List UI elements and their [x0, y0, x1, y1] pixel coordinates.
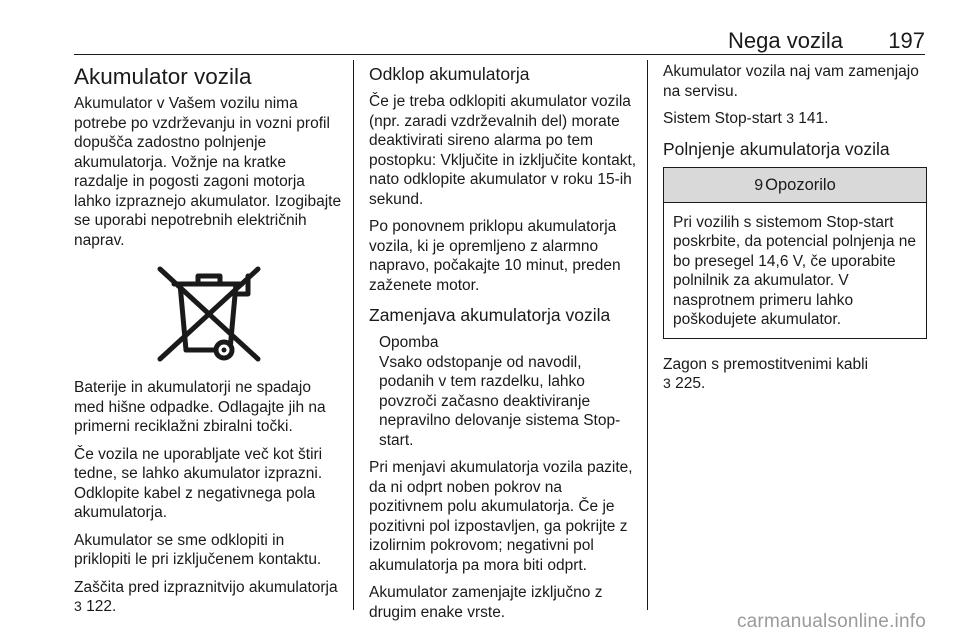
- page-reference-icon: 3: [74, 598, 82, 614]
- jump-start-reference: [663, 355, 927, 394]
- watermark: carmanualsonline.info: [736, 611, 926, 632]
- page-reference-icon: 3: [663, 375, 671, 391]
- page-header: [0, 26, 960, 56]
- same-type-paragraph: Akumulator zamenjajte izključno z drugim enake vrste.: [369, 584, 603, 621]
- column-right: [663, 62, 927, 402]
- discharge-protection-paragraph: [74, 578, 344, 617]
- warning-text: Pri vozilih s sistemom Stop-start poskrbite, da potencial polnjenja ne bo presegel 14,6 V, če uporabite polnilnik za akumulator. V nasprotnem primeru lahko poškodujete akumulator.: [673, 213, 917, 328]
- running-title: Nega vozila: [728, 28, 843, 53]
- reconnect-paragraph: Po ponovnem priklopu akumulatorja vozila, ki je opremljeno z alarmno napravo, počakajte 10 minut, preden zaženete motor.: [369, 218, 621, 294]
- page-number: 197: [888, 28, 925, 53]
- section-heading-battery: Akumulator vozila: [74, 64, 252, 89]
- page-reference-icon: 3: [786, 110, 794, 126]
- jump-start-text: Zagon s premostitvenimi kabli: [663, 355, 869, 373]
- warning-box: [663, 167, 927, 339]
- crossed-bin-icon: [154, 264, 264, 364]
- battery-intro-paragraph: Akumulator v Vašem vozilu nima potrebe po vzdrževanju in vozni profil dopušča zadostno polnjenje akumulatorja. Vožnje na kratke razdalje in pogosti zagoni motorja lahko izpraznejo akumulator. Izogibajte se uporabi nepotrebnih električnih naprav.: [74, 95, 342, 249]
- section-heading-charging: Polnjenje akumulatorja vozila: [663, 138, 890, 159]
- column-divider-1: [353, 60, 354, 610]
- section-heading-replacement: Zamenjava akumulatorja vozila: [369, 305, 611, 325]
- warning-header: [664, 168, 926, 203]
- disconnect-paragraph: Če je treba odklopiti akumulator vozila (npr. zaradi vzdrževalnih del) morate deaktivirati sireno alarma po tem postopku: Vključite in izključite kontakt, nato odklopite akumulator v roku 15-ih sekund.: [369, 93, 637, 208]
- service-paragraph: Akumulator vozila naj vam zamenjajo na servisu.: [663, 63, 919, 100]
- discharge-protection-page-link[interactable]: 122.: [86, 598, 117, 615]
- note-text: Vsako odstopanje od navodil, podanih v tem razdelku, lahko povzroči začasno deaktiviranje nepravilno delovanje sistema Stop-start.: [379, 353, 621, 449]
- replacement-paragraph: Pri menjavi akumulatorja vozila pazite, da ni odprt noben pokrov na pozitivnem polu akumulatorja. Če je pozitivni pol izpostavljen, ga pokrijte z izolirnim pokrovom; negativni pol akumulatorja pa mora biti odprt.: [369, 459, 633, 574]
- warning-label: Opozorilo: [765, 175, 836, 194]
- stop-start-page-link[interactable]: 141.: [798, 110, 829, 127]
- stop-start-reference: [663, 109, 927, 129]
- jump-start-page-link[interactable]: 225.: [675, 375, 706, 392]
- column-middle: [369, 62, 639, 630]
- disconnect-advice-paragraph: Če vozila ne uporabljate več kot štiri tedne, se lahko akumulator izprazni. Odklopite kabel z negativnega pola akumulatorja.: [74, 445, 323, 521]
- stop-start-text: Sistem Stop-start: [663, 110, 782, 127]
- column-left: [74, 62, 344, 625]
- note-label: Opomba: [379, 334, 439, 351]
- column-divider-2: [647, 60, 648, 610]
- discharge-protection-text: Zaščita pred izpraznitvijo akumulatorja: [74, 578, 338, 596]
- section-heading-disconnect: Odklop akumulatorja: [369, 64, 530, 84]
- warning-triangle-icon: 9: [754, 176, 764, 194]
- header-rule: [74, 54, 925, 55]
- disposal-paragraph: Baterije in akumulatorji ne spadajo med hišne odpadke. Odlagajte jih na primerni reciklažni zbiralni točki.: [74, 379, 326, 435]
- ignition-off-paragraph: Akumulator se sme odklopiti in priklopiti le pri izključenem kontaktu.: [74, 531, 322, 568]
